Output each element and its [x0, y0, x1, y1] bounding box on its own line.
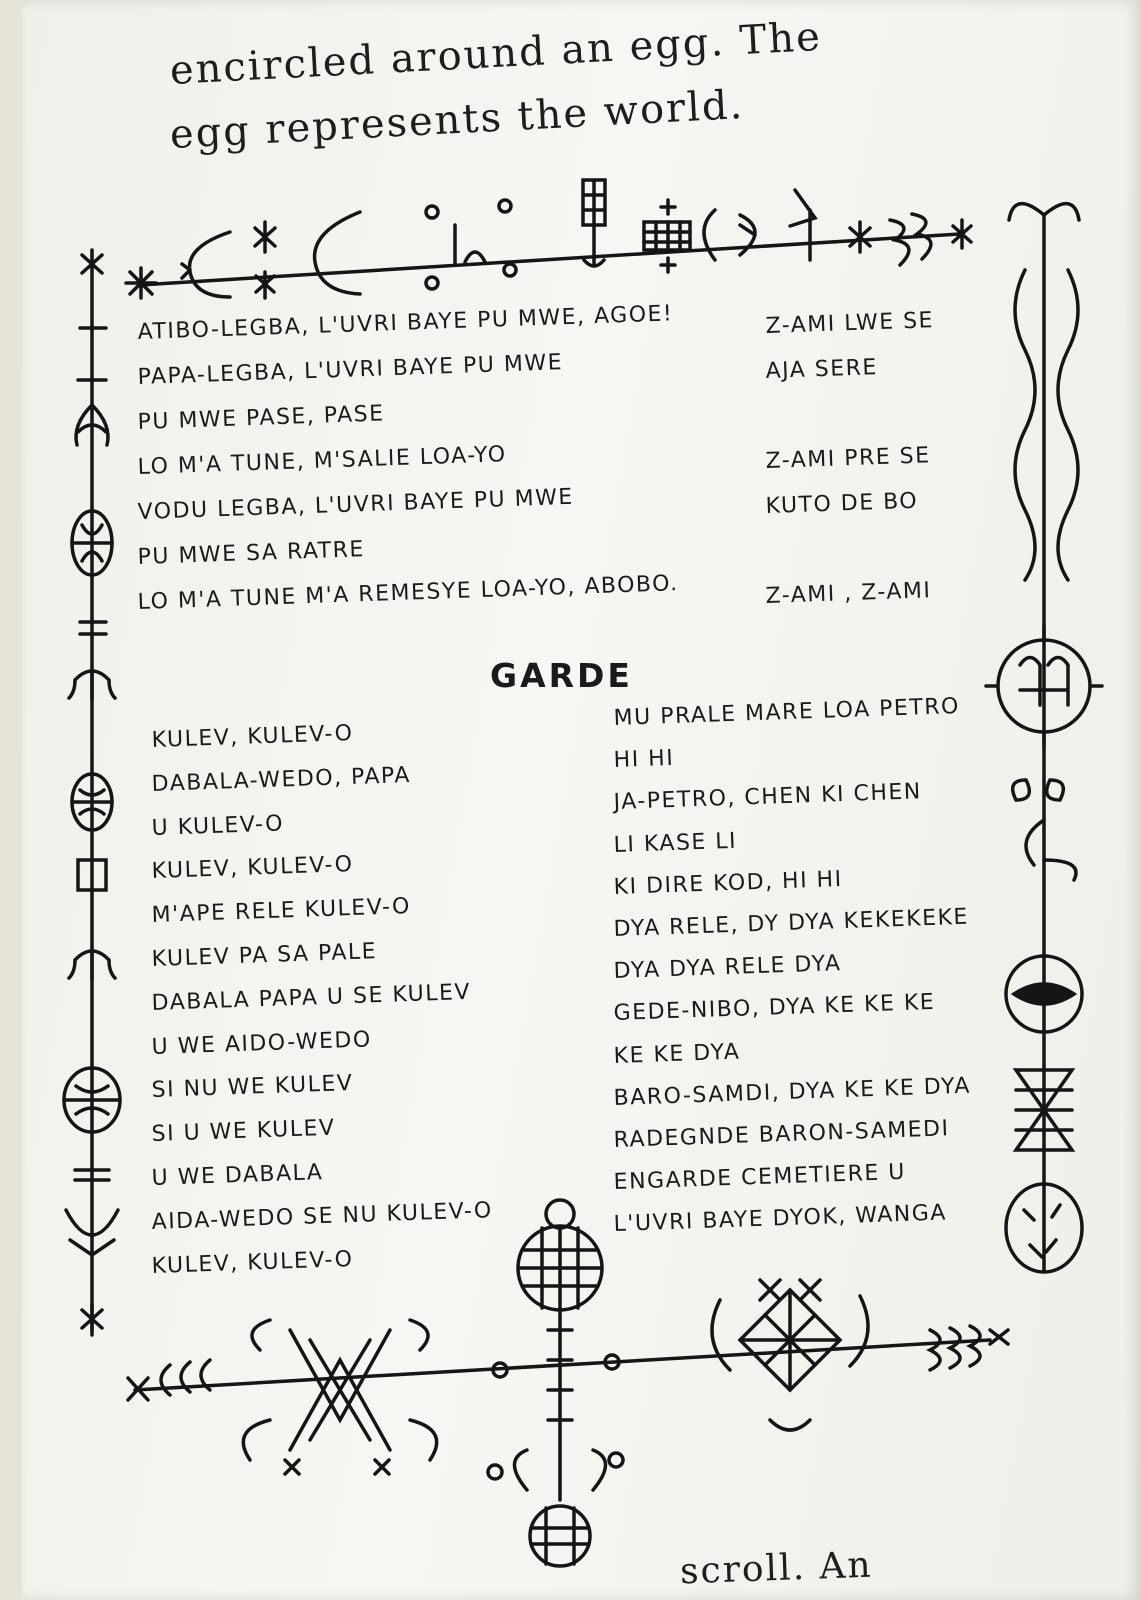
garde-left-line: SI U WE KULEV	[151, 1115, 336, 1148]
legba-line: LO M'A TUNE M'A REMESYE LOA-YO, ABOBO.	[137, 571, 679, 615]
legba-line: VODU LEGBA, L'UVRI BAYE PU MWE	[137, 484, 575, 525]
legba-side-line	[765, 398, 935, 449]
garde-left-line: DABALA PAPA U SE KULEV	[151, 979, 472, 1016]
garde-left-line: M'APE RELE KULEV-O	[151, 894, 412, 929]
garde-right-line: L'UVRI BAYE DYOK, WANGA	[613, 1200, 948, 1238]
legba-side-line: Z-AMI PRE SE	[765, 443, 931, 474]
garde-left-column	[151, 720, 494, 1297]
intro-line-2: egg represents the world.	[168, 81, 746, 158]
legba-side-line: KUTO DE BO	[765, 488, 919, 519]
legba-line: ATIBO-LEGBA, L'UVRI BAYE PU MWE, AGOE!	[137, 301, 674, 345]
legba-line: PU MWE SA RATRE	[137, 537, 366, 570]
garde-right-line: LI KASE LI	[613, 828, 738, 858]
legba-side-column	[765, 308, 935, 629]
garde-left-line: U WE DABALA	[151, 1159, 324, 1191]
legba-line: PU MWE PASE, PASE	[137, 401, 385, 435]
legba-song	[137, 301, 679, 635]
garde-left-line: KULEV PA SA PALE	[151, 939, 378, 972]
legba-side-line: Z-AMI , Z-AMI	[765, 578, 932, 609]
garde-left-line: AIDA-WEDO SE NU KULEV-O	[151, 1197, 494, 1235]
garde-left-line: KULEV, KULEV-O	[151, 720, 354, 753]
garde-left-line: KULEV, KULEV-O	[151, 852, 354, 885]
garde-right-line: DYA RELE, DY DYA KEKEKEKE	[613, 904, 970, 942]
garde-right-line: RADEGNDE BARON-SAMEDI	[613, 1116, 950, 1153]
garde-heading: GARDE	[490, 656, 633, 695]
right-veve	[986, 204, 1102, 1272]
top-veve	[126, 180, 971, 298]
garde-right-column	[613, 693, 972, 1254]
garde-right-line: JA-PETRO, CHEN KI CHEN	[613, 779, 923, 816]
garde-right-line: KE KE DYA	[613, 1039, 741, 1069]
garde-left-line: U KULEV-O	[151, 810, 285, 841]
garde-right-line: KI DIRE KOD, HI HI	[613, 866, 844, 900]
legba-side-line	[765, 533, 935, 584]
garde-right-line: BARO-SAMDI, DYA KE KE DYA	[613, 1073, 972, 1111]
garde-right-line: MU PRALE MARE LOA PETRO	[613, 693, 961, 731]
garde-left-line: DABALA-WEDO, PAPA	[151, 762, 412, 797]
legba-side-line: Z-AMI LWE SE	[765, 308, 935, 339]
garde-right-line: DYA DYA RELE DYA	[613, 951, 842, 985]
page-bottom-text: scroll. An	[679, 1544, 874, 1593]
left-veve	[64, 250, 120, 1335]
legba-line: LO M'A TUNE, M'SALIE LOA-YO	[137, 442, 508, 480]
garde-left-line: KULEV, KULEV-O	[151, 1246, 354, 1279]
legba-line: PAPA-LEGBA, L'UVRI BAYE PU MWE	[137, 350, 564, 390]
garde-right-line: ENGARDE CEMETIERE U	[613, 1159, 907, 1196]
intro-line-1: encircled around an egg. The	[168, 13, 823, 94]
garde-left-line: U WE AIDO-WEDO	[151, 1026, 373, 1060]
garde-left-line: SI NU WE KULEV	[151, 1071, 354, 1104]
legba-side-line: AJA SERE	[765, 355, 879, 384]
garde-right-line: HI HI	[613, 746, 675, 774]
garde-right-line: GEDE-NIBO, DYA KE KE KE	[613, 990, 936, 1027]
